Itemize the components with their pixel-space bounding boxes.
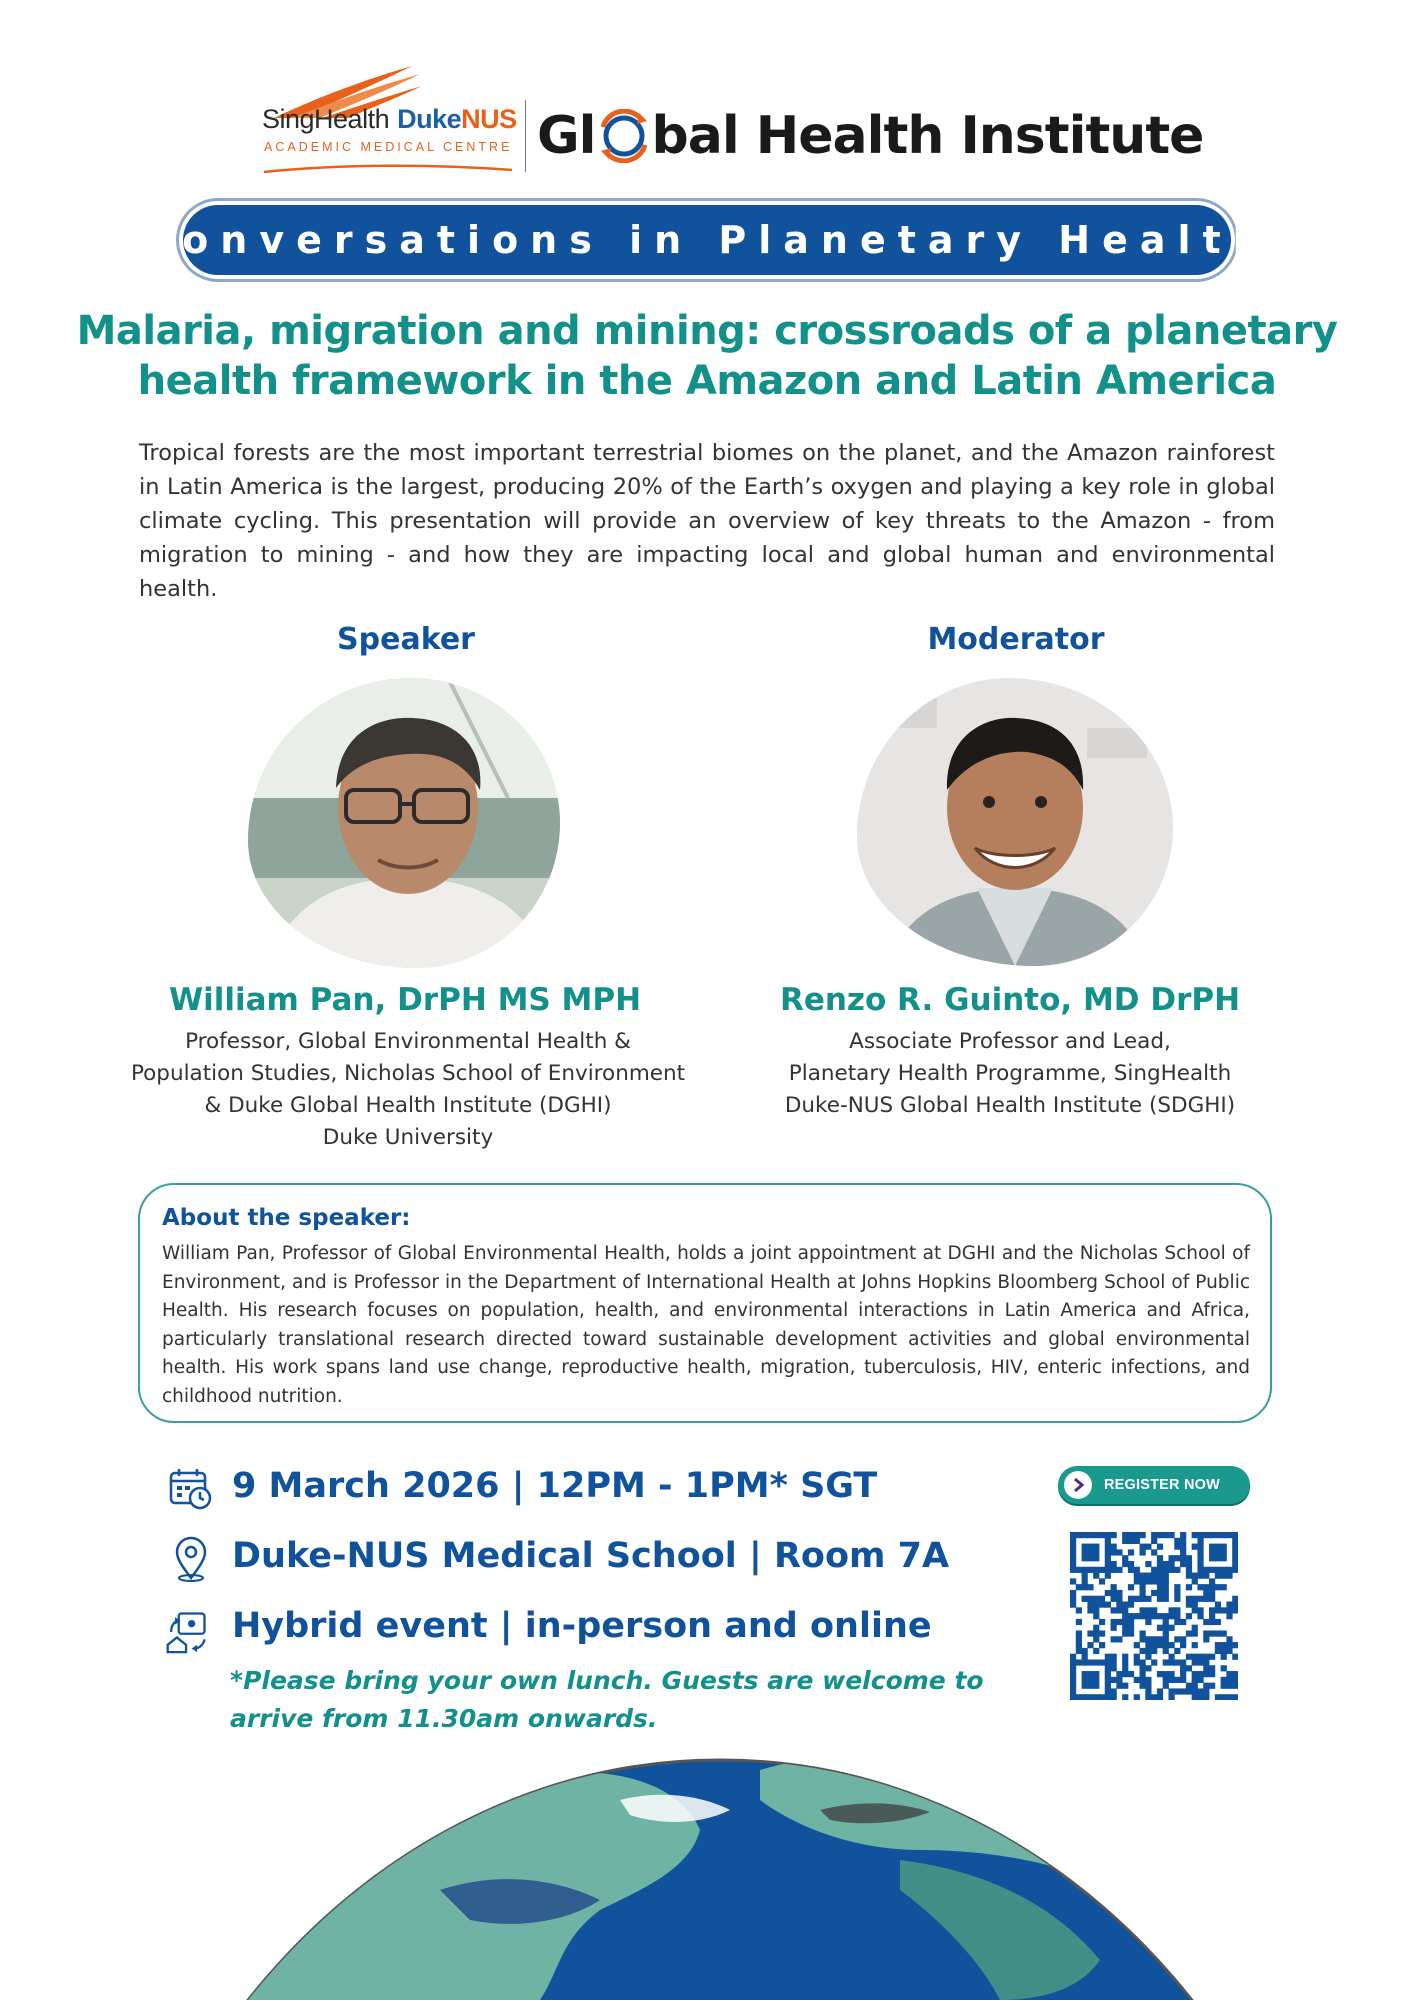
about-speaker-box bbox=[138, 1183, 1272, 1423]
calendar-clock-icon bbox=[168, 1466, 214, 1512]
nus-text: NUS bbox=[461, 104, 517, 134]
event-format: Hybrid event | in-person and online bbox=[232, 1606, 932, 1646]
globe-arrows-icon bbox=[597, 109, 651, 163]
moderator-photo bbox=[857, 678, 1173, 966]
about-speaker-body: William Pan, Professor of Global Environmental Health, holds a joint appointment at DGHI and the Nicholas School of Environment, and is Professor in the Department of International Health at Johns Hopkins Bloomberg School of Public Health. His research focuses on population, health, and environmental interactions in Latin America and Africa, particularly translational research directed toward sustainable development activities and global environmental health. His work spans land use change, reproductive health, migration, tuberculosis, HIV, enteric infections, and childhood nutrition. bbox=[162, 1243, 1250, 1407]
speaker-name: William Pan, DrPH MS MPH bbox=[168, 982, 642, 1018]
duke-text: Duke bbox=[397, 104, 462, 134]
chevron-right-icon bbox=[1064, 1471, 1092, 1499]
event-date-time: 9 March 2026 | 12PM - 1PM* SGT bbox=[232, 1466, 878, 1506]
moderator-affiliation-line: Associate Professor and Lead, bbox=[849, 1029, 1171, 1054]
moderator-name: Renzo R. Guinto, MD DrPH bbox=[779, 982, 1241, 1018]
location-pin-icon bbox=[168, 1536, 214, 1582]
series-banner bbox=[142, 205, 1272, 275]
speaker-affiliation-line: & Duke Global Health Institute (DGHI) bbox=[204, 1093, 612, 1118]
moderator-affiliation-line: Planetary Health Programme, SingHealth bbox=[788, 1061, 1232, 1086]
underline-swoosh bbox=[262, 162, 514, 174]
series-banner-text: Conversations in Planetary Health bbox=[142, 218, 1272, 262]
moderator-affiliation-line: Duke-NUS Global Health Institute (SDGHI) bbox=[784, 1093, 1236, 1118]
ghi-text-start: Gl bbox=[537, 106, 596, 166]
moderator-affiliation bbox=[740, 1026, 1280, 1122]
event-venue: Duke-NUS Medical School | Room 7A bbox=[232, 1536, 950, 1576]
global-health-institute-logo bbox=[537, 100, 1203, 172]
event-title-line-1: Malaria, migration and mining: crossroads of a planetary bbox=[76, 308, 1338, 354]
register-now-label: REGISTER NOW bbox=[1104, 1477, 1220, 1493]
register-now-button[interactable] bbox=[1058, 1466, 1250, 1504]
ghi-text-end: bal Health Institute bbox=[651, 106, 1204, 166]
registration-qr-code[interactable] bbox=[1070, 1532, 1238, 1700]
logo-divider bbox=[525, 100, 526, 172]
singhealth-text: SingHealth bbox=[262, 104, 390, 134]
singhealth-dukenus-text bbox=[262, 104, 517, 135]
moderator-heading: Moderator bbox=[927, 622, 1105, 657]
event-lunch-note: *Please bring your own lunch. Guests are welcome to arrive from 11.30am onwards. bbox=[230, 1666, 984, 1733]
event-description: Tropical forests are the most important terrestrial biomes on the planet, and the Amazon rainforest in Latin America is the largest, producing 20% of the Earth’s oxygen and playing a key role in global climate cycling. This presentation will provide an overview of key threats to the Amazon - from migration to mining - and how they are impacting local and global human and environmental health. bbox=[139, 440, 1275, 602]
event-title-line-2: health framework in the Amazon and Latin America bbox=[137, 358, 1277, 404]
event-title bbox=[60, 306, 1354, 406]
speaker-affiliation-line: Duke University bbox=[322, 1125, 494, 1150]
earth-illustration bbox=[0, 1740, 1414, 2000]
speaker-affiliation-line: Population Studies, Nicholas School of Environment bbox=[130, 1061, 686, 1086]
speaker-photo bbox=[248, 678, 560, 968]
about-speaker-title: About the speaker: bbox=[162, 1205, 411, 1231]
hybrid-event-icon bbox=[164, 1608, 210, 1654]
academic-medical-centre-text: ACADEMIC MEDICAL CENTRE bbox=[264, 140, 513, 154]
speaker-affiliation-line: Professor, Global Environmental Health & bbox=[185, 1029, 631, 1054]
speaker-affiliation bbox=[90, 1026, 726, 1154]
speaker-heading: Speaker bbox=[337, 622, 475, 657]
singhealth-dukenus-logo bbox=[262, 60, 517, 176]
